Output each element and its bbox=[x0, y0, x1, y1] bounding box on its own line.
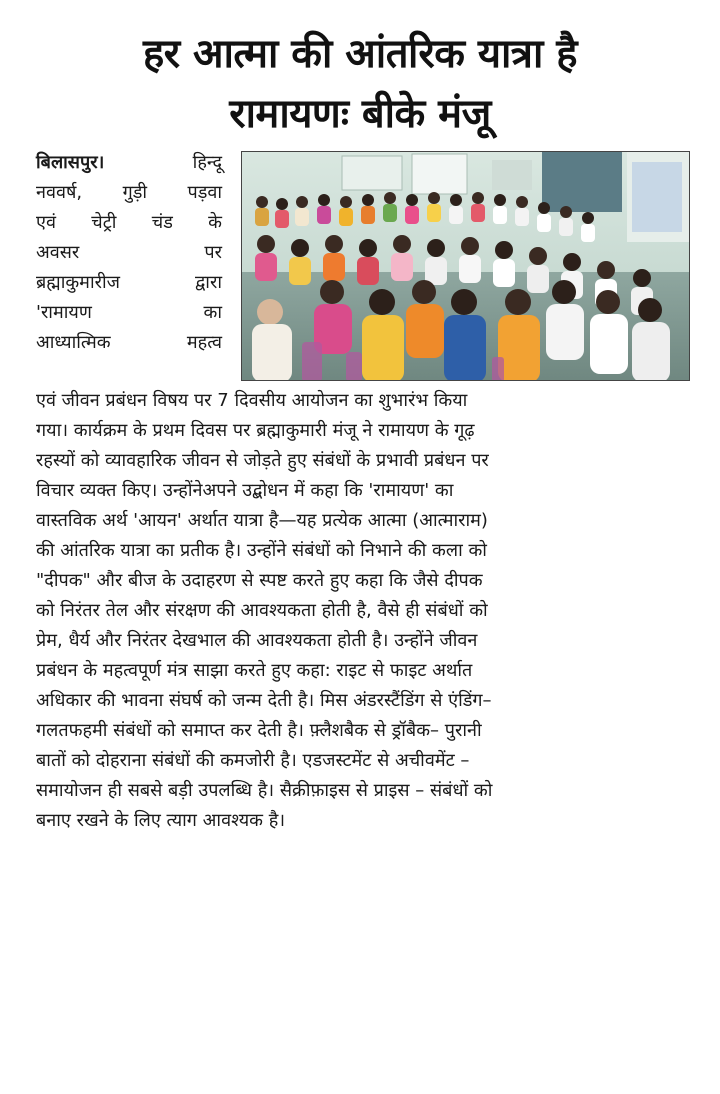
lead-paragraph bbox=[36, 148, 222, 358]
audience-photo-illustration bbox=[242, 152, 690, 381]
lead-line-2: नववर्ष, गुड़ी पड़वा bbox=[36, 182, 222, 203]
body-line: एवं जीवन प्रबंधन विषय पर 7 दिवसीय आयोजन का शुभारंभ किया bbox=[36, 390, 468, 411]
headline-line-1: हर आत्मा की आंतरिक यात्रा है bbox=[142, 31, 578, 77]
body-line: अधिकार की भावना संघर्ष को जन्म देती है। मिस अंडरस्टैंडिंग से एंडिंग– bbox=[36, 690, 492, 711]
headline-line-2: रामायणः बीके मंजू bbox=[229, 91, 491, 137]
body-line: गया। कार्यक्रम के प्रथम दिवस पर ब्रह्माकुमारी मंजू ने रामायण के गूढ़ bbox=[36, 420, 475, 441]
headline bbox=[20, 24, 700, 144]
lead-line-5: ब्रह्माकुमारीज द्वारा bbox=[36, 272, 222, 293]
lead-line-3: एवं चेट्री चंड के bbox=[36, 212, 222, 233]
body-line: वास्तविक अर्थ 'आयन' अर्थात यात्रा है—यह प्रत्येक आत्मा (आत्माराम) bbox=[36, 510, 488, 531]
lead-line-1 bbox=[36, 148, 222, 178]
article-body bbox=[36, 386, 690, 836]
event-photo bbox=[241, 151, 690, 381]
body-line: बातों को दोहराना संबंधों की कमजोरी है। एडजस्टमेंट से अचीवमेंट – bbox=[36, 750, 470, 771]
body-line: गलतफहमी संबंधों को समाप्त कर देती है। फ़्लैशबैक से ड्रॉबैक– पुरानी bbox=[36, 720, 482, 741]
body-line: प्रेम, धैर्य और निरंतर देखभाल की आवश्यकता होती है। उन्होंने जीवन bbox=[36, 630, 478, 651]
body-line: रहस्यों को व्यावहारिक जीवन से जोड़ते हुए संबंधों के प्रभावी प्रबंधन पर bbox=[36, 450, 489, 471]
body-line: "दीपक" और बीज के उदाहरण से स्पष्ट करते हुए कहा कि जैसे दीपक bbox=[36, 570, 483, 591]
dateline: बिलासपुर। bbox=[36, 152, 105, 173]
body-line: प्रबंधन के महत्वपूर्ण मंत्र साझा करते हुए कहा: राइट से फाइट अर्थात bbox=[36, 660, 473, 681]
lead-line-7: आध्यात्मिक महत्व bbox=[36, 332, 222, 353]
body-line: बनाए रखने के लिए त्याग आवश्यक है। bbox=[36, 810, 286, 831]
body-line: को निरंतर तेल और संरक्षण की आवश्यकता होती है, वैसे ही संबंधों को bbox=[36, 600, 488, 621]
lead-line-4: अवसर पर bbox=[36, 242, 222, 263]
body-line: विचार व्यक्त किए। उन्होंनेअपने उद्बोधन में कहा कि 'रामायण' का bbox=[36, 480, 454, 501]
lead-line-6: 'रामायण का bbox=[36, 302, 222, 323]
body-line: समायोजन ही सबसे बड़ी उपलब्धि है। सैक्रीफ़ाइस से प्राइस – संबंधों को bbox=[36, 780, 493, 801]
body-line: की आंतरिक यात्रा का प्रतीक है। उन्होंने संबंधों को निभाने की कला को bbox=[36, 540, 487, 561]
lead-text-1: हिन्दू bbox=[192, 152, 222, 173]
